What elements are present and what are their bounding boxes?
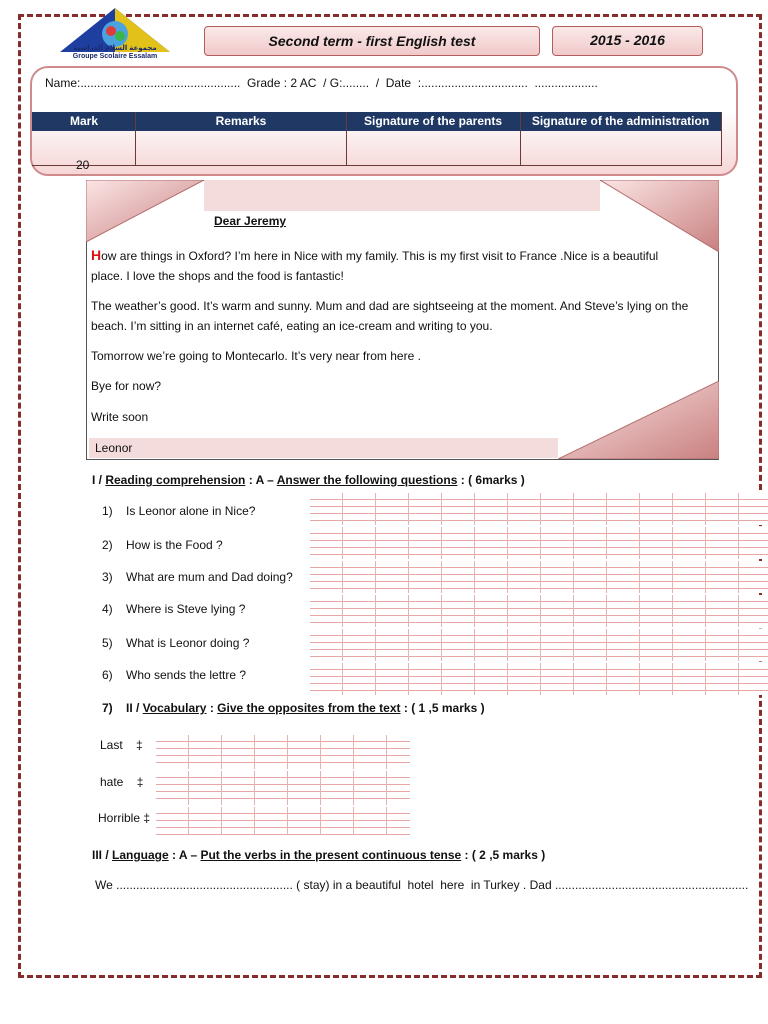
question-text: What is Leonor doing ? [126, 636, 250, 650]
section-reading-heading [92, 473, 525, 487]
question-number: 3) [102, 570, 113, 584]
question-number: 4) [102, 602, 113, 616]
logo-text-arabic: مجموعة السلام الدراسية [73, 45, 157, 52]
question-2 [102, 538, 223, 552]
answer-lines-q1[interactable] [310, 493, 768, 525]
question-text: How is the Food ? [126, 538, 223, 552]
gap-fill-exercise: We ..................................................... ( stay) in a beautiful hotel here in Turkey . Dad .......................................................... [95, 878, 749, 892]
drop-cap: H [91, 247, 102, 263]
question-number: 6) [102, 668, 113, 682]
letter-paragraph-4: Bye for now? [91, 379, 162, 393]
question-text: Who sends the lettre ? [126, 668, 247, 682]
question-text: Is Leonor alone in Nice? [126, 504, 256, 518]
answer-lines-vocab-2[interactable] [156, 771, 410, 805]
section-separator: : A – [245, 473, 277, 487]
letter-header-band [204, 180, 600, 211]
table-divider [135, 112, 136, 166]
vocab-word-hate: hate ‡ [100, 775, 144, 789]
paragraph-text: ow are things in Oxford? I’m here in Nice with my family. This is my first visit to France .Nice is a beautiful place. I love the shops and the food is fantastic! [91, 249, 659, 283]
test-title: Second term - first English test [204, 26, 540, 56]
col-mark: Mark [69, 114, 98, 128]
table-divider [346, 112, 347, 166]
col-remarks: Remarks [215, 114, 267, 128]
answer-lines-q6[interactable] [310, 663, 768, 695]
section-marks: : ( 6marks ) [457, 473, 525, 487]
letter-footer-band [89, 438, 558, 458]
answer-lines-vocab-3[interactable] [156, 807, 410, 835]
table-divider [721, 112, 722, 166]
section-task: Put the verbs in the present continuous tense [200, 848, 462, 862]
corner-fold-top-left [86, 180, 204, 242]
question-number: 2) [102, 538, 113, 552]
answer-lines-q2[interactable] [310, 527, 768, 559]
answer-lines-vocab-1[interactable] [156, 735, 410, 769]
letter-paragraph-2: The weather’s good. It’s warm and sunny. Mum and dad are sightseeing at the moment. And Steve’s lying on the beach. I’m sitting in an internet café, eating an ice-cream and writing to you. [91, 299, 689, 333]
section-task: Give the opposites from the text [217, 701, 401, 715]
question-text: What are mum and Dad doing? [126, 570, 293, 584]
col-parents-signature: Signature of the parents [363, 114, 503, 128]
answer-lines-q3[interactable] [310, 561, 768, 593]
section-marks: : ( 1 ,5 marks ) [400, 701, 485, 715]
question-3 [102, 570, 293, 584]
mark-total: 20 [76, 158, 90, 172]
answer-lines-q4[interactable] [310, 595, 768, 627]
section-title: Reading comprehension [105, 473, 246, 487]
school-year: 2015 - 2016 [552, 26, 703, 56]
vocab-word-last: Last ‡ [100, 738, 143, 752]
question-4 [102, 602, 245, 616]
section-title: Language [112, 848, 169, 862]
letter-signature: Leonor [95, 441, 133, 455]
logo-caption [58, 45, 172, 61]
letter-paragraph-5: Write soon [91, 410, 149, 424]
section-language-heading [92, 848, 545, 862]
section-separator: : A – [168, 848, 201, 862]
section-prefix: I / [92, 473, 106, 487]
section-title: Vocabulary [142, 701, 207, 715]
corner-fold-top-right [600, 180, 719, 252]
section-prefix: II / [126, 701, 143, 715]
answer-lines-q5[interactable] [310, 629, 768, 661]
section-number: 7) [102, 701, 113, 715]
letter-paragraph-1 [91, 245, 691, 286]
logo-text-latin: Groupe Scolaire Essalam [72, 53, 158, 60]
section-vocabulary-heading [102, 701, 485, 715]
letter-greeting: Dear Jeremy [214, 214, 287, 228]
question-1 [102, 504, 255, 518]
question-number: 1) [102, 504, 113, 518]
section-task: Answer the following questions [276, 473, 458, 487]
letter-paragraph-3: Tomorrow we’re going to Montecarlo. It’s very near from here . [91, 349, 421, 363]
question-number: 5) [102, 636, 113, 650]
col-admin-signature: Signature of the administration [531, 114, 710, 128]
section-separator: : [206, 701, 218, 715]
table-divider [520, 112, 521, 166]
question-text: Where is Steve lying ? [126, 602, 246, 616]
vocab-word-horrible: Horrible ‡ [98, 811, 151, 825]
student-info-line: Name:................................................ Grade : 2 AC / G:........ / Date :................................ ................... [45, 76, 598, 90]
question-5 [102, 636, 249, 650]
section-prefix: III / [92, 848, 113, 862]
table-bottom-line [32, 165, 722, 166]
question-6 [102, 668, 246, 682]
section-marks: : ( 2 ,5 marks ) [461, 848, 546, 862]
